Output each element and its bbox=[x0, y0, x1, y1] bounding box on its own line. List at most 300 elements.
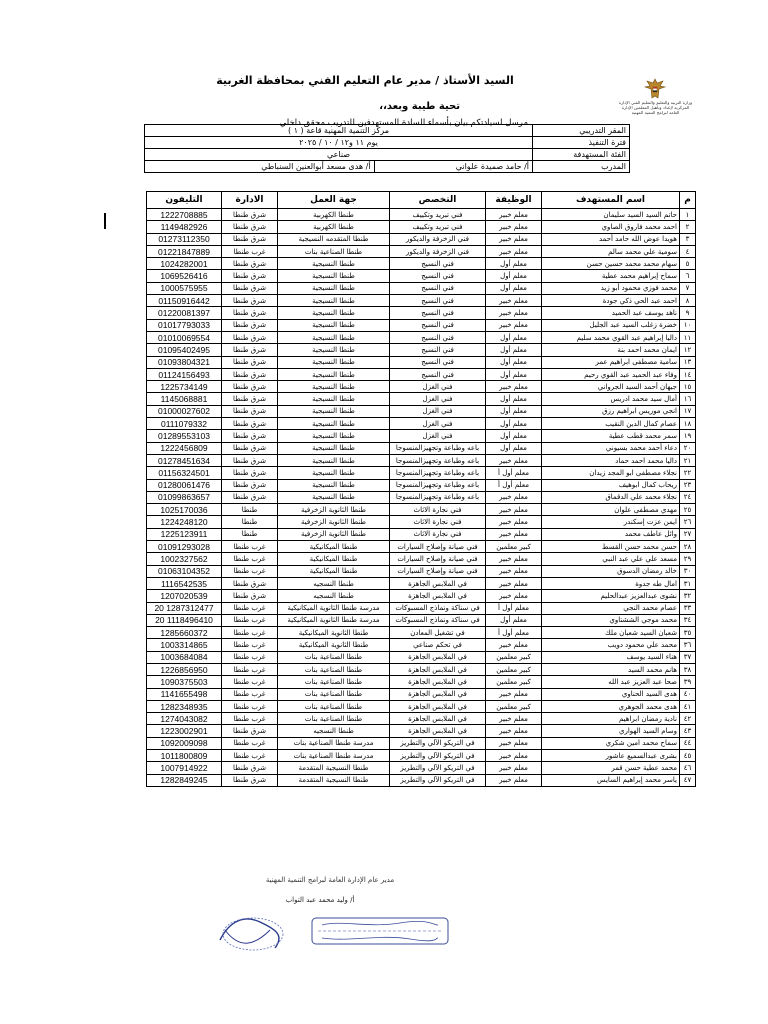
trainee-name: انجي موريس ابراهيم رزق bbox=[542, 405, 680, 417]
trainee-name: عصام كمال الدين النقيب bbox=[542, 418, 680, 430]
job-title: معلم أول bbox=[486, 282, 542, 294]
phone: 01093804321 bbox=[147, 356, 222, 368]
row-index: ٣٢ bbox=[680, 590, 696, 602]
col-header-index: م bbox=[680, 192, 696, 209]
signature-block bbox=[170, 876, 490, 966]
job-title: معلم أول bbox=[486, 368, 542, 380]
specialty: فني النسيج bbox=[390, 282, 486, 294]
administration: غرب طنطا bbox=[222, 245, 278, 257]
job-title: معلم أول bbox=[486, 270, 542, 282]
workplace: طنطا النسيجية bbox=[278, 430, 390, 442]
specialty: باعه وطباعة وتجهيزالمنسوجا bbox=[390, 454, 486, 466]
workplace: طنطا النسيجية bbox=[278, 442, 390, 454]
phone: 1223002901 bbox=[147, 725, 222, 737]
row-index: ٤٥ bbox=[680, 750, 696, 762]
intro-text: مرسل لسيادتكم بيان بأسماء السادة المستهدفين للتدريب محقق داخلي bbox=[279, 118, 528, 128]
phone: 1011800809 bbox=[147, 750, 222, 762]
administration: شرق طنطا bbox=[222, 307, 278, 319]
specialty: في الملابس الجاهزة bbox=[390, 663, 486, 675]
row-index: ٢٢ bbox=[680, 467, 696, 479]
trainee-name: سهام محمد محمد حسين حسن bbox=[542, 258, 680, 270]
workplace: طنطا النسيجية bbox=[278, 467, 390, 479]
specialty: باعه وطباعة وتجهيزالمنسوجا bbox=[390, 442, 486, 454]
trainee-name: محمد فوزي محمود أبو زيد bbox=[542, 282, 680, 294]
administration: شرق طنطا bbox=[222, 442, 278, 454]
job-title: معلم خبير bbox=[486, 245, 542, 257]
row-index: ٦ bbox=[680, 270, 696, 282]
phone: 1285660372 bbox=[147, 627, 222, 639]
administration: شرق طنطا bbox=[222, 479, 278, 491]
info-row bbox=[145, 125, 630, 137]
workplace: طنطا النسيجية bbox=[278, 356, 390, 368]
table-row bbox=[147, 331, 696, 343]
job-title: كبير معلمين bbox=[486, 651, 542, 663]
job-title: معلم خبير bbox=[486, 516, 542, 528]
table-row bbox=[147, 491, 696, 503]
trainee-name: امال طه جدوة bbox=[542, 577, 680, 589]
table-row bbox=[147, 393, 696, 405]
workplace: طنطا الميكانيكية bbox=[278, 541, 390, 553]
row-index: ١٤ bbox=[680, 368, 696, 380]
specialty: في التريكو الآلي والتطريز bbox=[390, 737, 486, 749]
specialty: في الملابس الجاهزة bbox=[390, 688, 486, 700]
trainee-name: دعاء أحمد محمد بسيوني bbox=[542, 442, 680, 454]
official-stamp-icon bbox=[215, 910, 290, 956]
administration: غرب طنطا bbox=[222, 565, 278, 577]
info-row bbox=[145, 137, 630, 149]
col-header-phone: التليفون bbox=[147, 192, 222, 209]
job-title: كبير معلمين bbox=[486, 700, 542, 712]
trainee-name: أمال سيد محمد ادريس bbox=[542, 393, 680, 405]
phone: 1207020539 bbox=[147, 590, 222, 602]
row-index: ٢٤ bbox=[680, 491, 696, 503]
info-value: يوم ١١ و١٢ / ١٠ / ٢٠٢٥ bbox=[145, 137, 533, 149]
row-index: ٤٤ bbox=[680, 737, 696, 749]
job-title: معلم أول أ bbox=[486, 627, 542, 639]
job-title: معلم أول bbox=[486, 418, 542, 430]
specialty: فني النسيج bbox=[390, 258, 486, 270]
col-header-administration: الادارة bbox=[222, 192, 278, 209]
phone: 1282849245 bbox=[147, 774, 222, 786]
job-title: معلم أول bbox=[486, 614, 542, 626]
col-header-name: اسم المستهدف bbox=[542, 192, 680, 209]
trainee-name: احمد عبد الحي ذكي جودة bbox=[542, 295, 680, 307]
job-title: معلم خبير bbox=[486, 737, 542, 749]
workplace: طنطا الصناعية بنات bbox=[278, 663, 390, 675]
table-row bbox=[147, 221, 696, 233]
info-value: مركز التنمية المهنية قاعة ( ١ ) bbox=[145, 125, 533, 137]
row-index: ٢٦ bbox=[680, 516, 696, 528]
trainee-name: ايمان محمد احمد بنة bbox=[542, 344, 680, 356]
workplace: طنطا الثانوية الميكانيكية bbox=[278, 627, 390, 639]
table-row bbox=[147, 577, 696, 589]
workplace: طنطا الصناعية بنات bbox=[278, 700, 390, 712]
trainee-name: ناهد يوسف عبد الحميد bbox=[542, 307, 680, 319]
specialty: باعه وطباعة وتجهيزالمنسوجا bbox=[390, 491, 486, 503]
job-title: معلم خبير bbox=[486, 209, 542, 221]
administration: شرق طنطا bbox=[222, 319, 278, 331]
table-row bbox=[147, 676, 696, 688]
row-index: ٢٣ bbox=[680, 479, 696, 491]
trainee-name: حاتم السيد السيد سليمان bbox=[542, 209, 680, 221]
administration: غرب طنطا bbox=[222, 688, 278, 700]
specialty: فني النسيج bbox=[390, 307, 486, 319]
phone: 1225123911 bbox=[147, 528, 222, 540]
trainee-name: هويدا عوض الله حامد أحمد bbox=[542, 233, 680, 245]
workplace: طنطا النسيجية المتقدمة bbox=[278, 774, 390, 786]
specialty: فني النسيج bbox=[390, 344, 486, 356]
specialty: في الملابس الجاهزة bbox=[390, 577, 486, 589]
trainee-name: جيهان أحمد السيد الجرواني bbox=[542, 381, 680, 393]
workplace: طنطا الكهربية bbox=[278, 221, 390, 233]
row-index: ٣٧ bbox=[680, 651, 696, 663]
administration: شرق طنطا bbox=[222, 331, 278, 343]
specialty: في التريكو الآلي والتطريز bbox=[390, 762, 486, 774]
signature-title: مدير عام الإدارة العامة لبرامج التنمية المهنية bbox=[265, 876, 395, 884]
workplace: طنطا النسيجية bbox=[278, 270, 390, 282]
workplace: طنطا الثانوية الميكانيكية bbox=[278, 639, 390, 651]
table-row bbox=[147, 713, 696, 725]
administration: شرق طنطا bbox=[222, 405, 278, 417]
specialty: فني الغزل bbox=[390, 405, 486, 417]
table-row bbox=[147, 270, 696, 282]
workplace: طنطا الميكانيكية bbox=[278, 565, 390, 577]
row-index: ٣١ bbox=[680, 577, 696, 589]
phone: 1149482926 bbox=[147, 221, 222, 233]
job-title: معلم خبير bbox=[486, 491, 542, 503]
job-title: معلم خبير bbox=[486, 565, 542, 577]
letter-header bbox=[150, 72, 580, 128]
trainees-table bbox=[146, 191, 696, 787]
table-row bbox=[147, 565, 696, 577]
specialty: فني النسيج bbox=[390, 356, 486, 368]
specialty: فني نجارة الاثاث bbox=[390, 504, 486, 516]
workplace: طنطا الصناعية بنات bbox=[278, 676, 390, 688]
specialty: فني صيانة وإصلاح السيارات bbox=[390, 553, 486, 565]
trainee-name: خضرة زغلب السيد عبد الجليل bbox=[542, 319, 680, 331]
job-title: معلم خبير bbox=[486, 750, 542, 762]
specialty: في الملابس الجاهزة bbox=[390, 700, 486, 712]
phone: 1024282001 bbox=[147, 258, 222, 270]
trainee-name: نشوى عبدالعزيز عبدالحليم bbox=[542, 590, 680, 602]
row-index: ١٢ bbox=[680, 344, 696, 356]
trainee-name: نجلاء محمد علي الدقماق bbox=[542, 491, 680, 503]
table-row bbox=[147, 245, 696, 257]
job-title: معلم خبير bbox=[486, 577, 542, 589]
table-row bbox=[147, 418, 696, 430]
job-title: معلم أول bbox=[486, 405, 542, 417]
row-index: ١٣ bbox=[680, 356, 696, 368]
specialty: فني النسيج bbox=[390, 368, 486, 380]
eagle-emblem-icon bbox=[643, 78, 667, 100]
administration: غرب طنطا bbox=[222, 750, 278, 762]
specialty: في الملابس الجاهزة bbox=[390, 590, 486, 602]
trainee-name: داليا إبراهيم عبد القوي محمد سليم bbox=[542, 331, 680, 343]
specialty: في الملابس الجاهزة bbox=[390, 725, 486, 737]
administration: غرب طنطا bbox=[222, 700, 278, 712]
workplace: طنطا الصناعية بنات bbox=[278, 245, 390, 257]
row-index: ١٧ bbox=[680, 405, 696, 417]
trainee-name: بشرى عبدالسميع عاشور bbox=[542, 750, 680, 762]
table-row bbox=[147, 663, 696, 675]
administration: غرب طنطا bbox=[222, 713, 278, 725]
table-row bbox=[147, 381, 696, 393]
workplace: مدرسة طنطا الصناعية بنات bbox=[278, 750, 390, 762]
job-title: معلم خبير bbox=[486, 233, 542, 245]
table-row bbox=[147, 319, 696, 331]
specialty: فني النسيج bbox=[390, 295, 486, 307]
phone: 01280061476 bbox=[147, 479, 222, 491]
phone: 1116542535 bbox=[147, 577, 222, 589]
administration: شرق طنطا bbox=[222, 221, 278, 233]
table-row bbox=[147, 541, 696, 553]
specialty: في الملابس الجاهزة bbox=[390, 713, 486, 725]
job-title: معلم خبير bbox=[486, 504, 542, 516]
row-index: ٤٧ bbox=[680, 774, 696, 786]
row-index: ١٨ bbox=[680, 418, 696, 430]
workplace: طنطا الثانوية الزخرفية bbox=[278, 528, 390, 540]
phone: 1003314865 bbox=[147, 639, 222, 651]
job-title: معلم خبير bbox=[486, 725, 542, 737]
row-index: ٣٥ bbox=[680, 627, 696, 639]
job-title: معلم خبير bbox=[486, 295, 542, 307]
trainee-name: صحا عبد العزيز عبد الله bbox=[542, 676, 680, 688]
workplace: طنطا النسيجية bbox=[278, 381, 390, 393]
table-row bbox=[147, 454, 696, 466]
trainee-name: محمد موجي الششتاوي bbox=[542, 614, 680, 626]
specialty: في التريكو الآلي والتطريز bbox=[390, 750, 486, 762]
row-index: ٢٧ bbox=[680, 528, 696, 540]
trainee-name: نادية رمضان ابراهيم bbox=[542, 713, 680, 725]
workplace: مدرسة طنطا الثانوية الميكانيكية bbox=[278, 614, 390, 626]
info-row bbox=[145, 161, 630, 173]
job-title: معلم أول bbox=[486, 258, 542, 270]
administration: شرق طنطا bbox=[222, 454, 278, 466]
job-title: معلم أول bbox=[486, 430, 542, 442]
phone: 1000575955 bbox=[147, 282, 222, 294]
phone: 1226856950 bbox=[147, 663, 222, 675]
specialty: فني تبريد وتكييف bbox=[390, 209, 486, 221]
job-title: معلم خبير bbox=[486, 553, 542, 565]
trainee-name: ياسر محمد إبراهيم السايس bbox=[542, 774, 680, 786]
job-title: معلم خبير bbox=[486, 713, 542, 725]
job-title: معلم أول bbox=[486, 393, 542, 405]
info-row bbox=[145, 149, 630, 161]
workplace: طنطا النسيجية bbox=[278, 418, 390, 430]
workplace: طنطا النسيجية bbox=[278, 307, 390, 319]
row-index: ٥ bbox=[680, 258, 696, 270]
specialty: فني نجارة الاثاث bbox=[390, 528, 486, 540]
table-row bbox=[147, 344, 696, 356]
job-title: معلم خبير bbox=[486, 590, 542, 602]
phone: 1222708885 bbox=[147, 209, 222, 221]
table-row bbox=[147, 209, 696, 221]
workplace: طنطا المتقدمه النسيجية bbox=[278, 233, 390, 245]
specialty: فني الزخرفة والديكور bbox=[390, 245, 486, 257]
administration: غرب طنطا bbox=[222, 639, 278, 651]
administration: غرب طنطا bbox=[222, 614, 278, 626]
row-index: ٢١ bbox=[680, 454, 696, 466]
row-index: ٣٤ bbox=[680, 614, 696, 626]
phone: 20 1118496410 bbox=[147, 614, 222, 626]
job-title: كبير معلمين bbox=[486, 663, 542, 675]
phone: 01150916442 bbox=[147, 295, 222, 307]
trainee-name: عصام محمد النجي bbox=[542, 602, 680, 614]
workplace: طنطا النسيجية bbox=[278, 368, 390, 380]
trainee-name: وائل عاطف محمد bbox=[542, 528, 680, 540]
row-index: ٢ bbox=[680, 221, 696, 233]
administration: شرق طنطا bbox=[222, 590, 278, 602]
trainee-name: هدى السيد الحناوي bbox=[542, 688, 680, 700]
phone: 01220081397 bbox=[147, 307, 222, 319]
workplace: طنطا النسيجية المتقدمة bbox=[278, 762, 390, 774]
phone: 1007914922 bbox=[147, 762, 222, 774]
workplace: طنطا الميكانيكية bbox=[278, 553, 390, 565]
job-title: معلم خبير bbox=[486, 762, 542, 774]
job-title: معلم خبير bbox=[486, 319, 542, 331]
job-title: معلم خبير bbox=[486, 221, 542, 233]
administration: شرق طنطا bbox=[222, 209, 278, 221]
workplace: طنطا النسجيه bbox=[278, 725, 390, 737]
phone: 01095402495 bbox=[147, 344, 222, 356]
row-index: ٢٨ bbox=[680, 541, 696, 553]
table-row bbox=[147, 651, 696, 663]
phone: 01000027602 bbox=[147, 405, 222, 417]
trainee-name: وسام السيد الهواري bbox=[542, 725, 680, 737]
trainer-2: أ/ هدى مسعد أبوالعنين السنباطي bbox=[145, 161, 375, 173]
specialty: باعه وطباعة وتجهيزالمنسوجا bbox=[390, 467, 486, 479]
specialty: فني النسيج bbox=[390, 319, 486, 331]
table-row bbox=[147, 307, 696, 319]
administration: شرق طنطا bbox=[222, 418, 278, 430]
row-index: ٣٣ bbox=[680, 602, 696, 614]
job-title: معلم خبير bbox=[486, 454, 542, 466]
specialty: فني صيانة وإصلاح السيارات bbox=[390, 565, 486, 577]
administration: طنطا bbox=[222, 504, 278, 516]
table-row bbox=[147, 233, 696, 245]
job-title: معلم خبير bbox=[486, 639, 542, 651]
workplace: طنطا الصناعية بنات bbox=[278, 688, 390, 700]
workplace: طنطا النسيجية bbox=[278, 331, 390, 343]
workplace: طنطا النسيجية bbox=[278, 344, 390, 356]
trainee-name: هدى محمد الجوهري bbox=[542, 700, 680, 712]
table-row bbox=[147, 614, 696, 626]
row-index: ٤٠ bbox=[680, 688, 696, 700]
table-row bbox=[147, 258, 696, 270]
job-title: معلم خبير bbox=[486, 307, 542, 319]
trainee-name: هانم محمد السيد bbox=[542, 663, 680, 675]
table-row bbox=[147, 590, 696, 602]
trainee-name: سامية مصطفى ابراهيم عمر bbox=[542, 356, 680, 368]
table-row bbox=[147, 430, 696, 442]
row-index: ٣٨ bbox=[680, 663, 696, 675]
administration: غرب طنطا bbox=[222, 676, 278, 688]
administration: شرق طنطا bbox=[222, 393, 278, 405]
workplace: طنطا الثانوية الزخرفية bbox=[278, 516, 390, 528]
training-info-table bbox=[144, 124, 630, 173]
info-key: المدرب bbox=[533, 161, 630, 173]
row-index: ٢٠ bbox=[680, 442, 696, 454]
specialty: فني الغزل bbox=[390, 381, 486, 393]
row-index: ٢٥ bbox=[680, 504, 696, 516]
workplace: طنطا الصناعية بنات bbox=[278, 651, 390, 663]
phone: 1282348935 bbox=[147, 700, 222, 712]
table-row bbox=[147, 282, 696, 294]
logo-text: وزارة التربية والتعليم والتعليم الفني الإدارة المركزية لإعداد وتأهيل المعلمين الإدارة العامة لبرامج التنمية المهنية bbox=[618, 100, 693, 115]
specialty: في التريكو الآلي والتطريز bbox=[390, 774, 486, 786]
row-index: ٣٦ bbox=[680, 639, 696, 651]
trainee-name: خالد رمضان الدسوق bbox=[542, 565, 680, 577]
phone: 0111079332 bbox=[147, 418, 222, 430]
job-title: معلم خبير bbox=[486, 381, 542, 393]
administration: شرق طنطا bbox=[222, 467, 278, 479]
specialty: فني نجارة الاثاث bbox=[390, 516, 486, 528]
specialty: في سناكة ونماذج المسبوكات bbox=[390, 602, 486, 614]
table-row bbox=[147, 762, 696, 774]
trainee-name: سماح محمد امين شكري bbox=[542, 737, 680, 749]
specialty: فني النسيج bbox=[390, 331, 486, 343]
row-index: ٨ bbox=[680, 295, 696, 307]
trainer-1: أ/ حامد صميدة علواني bbox=[374, 161, 532, 173]
phone: 01091293028 bbox=[147, 541, 222, 553]
workplace: مدرسة طنطا الصناعية بنات bbox=[278, 737, 390, 749]
trainee-name: داليا محمد احمد حماد bbox=[542, 454, 680, 466]
workplace: طنطا النسيجية bbox=[278, 454, 390, 466]
administration: شرق طنطا bbox=[222, 258, 278, 270]
phone: 1222456809 bbox=[147, 442, 222, 454]
row-index: ١ bbox=[680, 209, 696, 221]
phone: 1224248120 bbox=[147, 516, 222, 528]
phone: 1090375503 bbox=[147, 676, 222, 688]
phone: 01221847889 bbox=[147, 245, 222, 257]
info-value: صناعي bbox=[145, 149, 533, 161]
administration: شرق طنطا bbox=[222, 233, 278, 245]
job-title: معلم خبير bbox=[486, 774, 542, 786]
job-title: معلم أول أ bbox=[486, 602, 542, 614]
workplace: طنطا الصناعية بنات bbox=[278, 713, 390, 725]
phone: 01278451634 bbox=[147, 454, 222, 466]
table-row bbox=[147, 405, 696, 417]
workplace: طنطا النسيجية bbox=[278, 491, 390, 503]
administration: غرب طنطا bbox=[222, 663, 278, 675]
phone: 1145068881 bbox=[147, 393, 222, 405]
table-row bbox=[147, 725, 696, 737]
row-index: ٧ bbox=[680, 282, 696, 294]
phone: 1225734149 bbox=[147, 381, 222, 393]
specialty: فني الغزل bbox=[390, 430, 486, 442]
table-row bbox=[147, 602, 696, 614]
specialty: في تحكم صناعي bbox=[390, 639, 486, 651]
specialty: فني صيانة وإصلاح السيارات bbox=[390, 541, 486, 553]
trainee-name: سومية علي محمد سالم bbox=[542, 245, 680, 257]
phone: 1025170036 bbox=[147, 504, 222, 516]
table-row bbox=[147, 528, 696, 540]
row-index: ١١ bbox=[680, 331, 696, 343]
table-row bbox=[147, 479, 696, 491]
row-index: ٣٩ bbox=[680, 676, 696, 688]
specialty: باعه وطباعة وتجهيزالمنسوجا bbox=[390, 479, 486, 491]
greeting: تحية طيبة وبعد،، bbox=[379, 101, 460, 112]
trainee-name: محمد عطية حسن قمر bbox=[542, 762, 680, 774]
phone: 01010069554 bbox=[147, 331, 222, 343]
specialty: في سناكة ونماذج المسبوكات bbox=[390, 614, 486, 626]
row-index: ٤١ bbox=[680, 700, 696, 712]
info-key: المقر التدريبي bbox=[533, 125, 630, 137]
row-index: ٤ bbox=[680, 245, 696, 257]
phone: 1003684084 bbox=[147, 651, 222, 663]
trainee-name: محمد علي محمود دويب bbox=[542, 639, 680, 651]
job-title: معلم أول أ bbox=[486, 467, 542, 479]
